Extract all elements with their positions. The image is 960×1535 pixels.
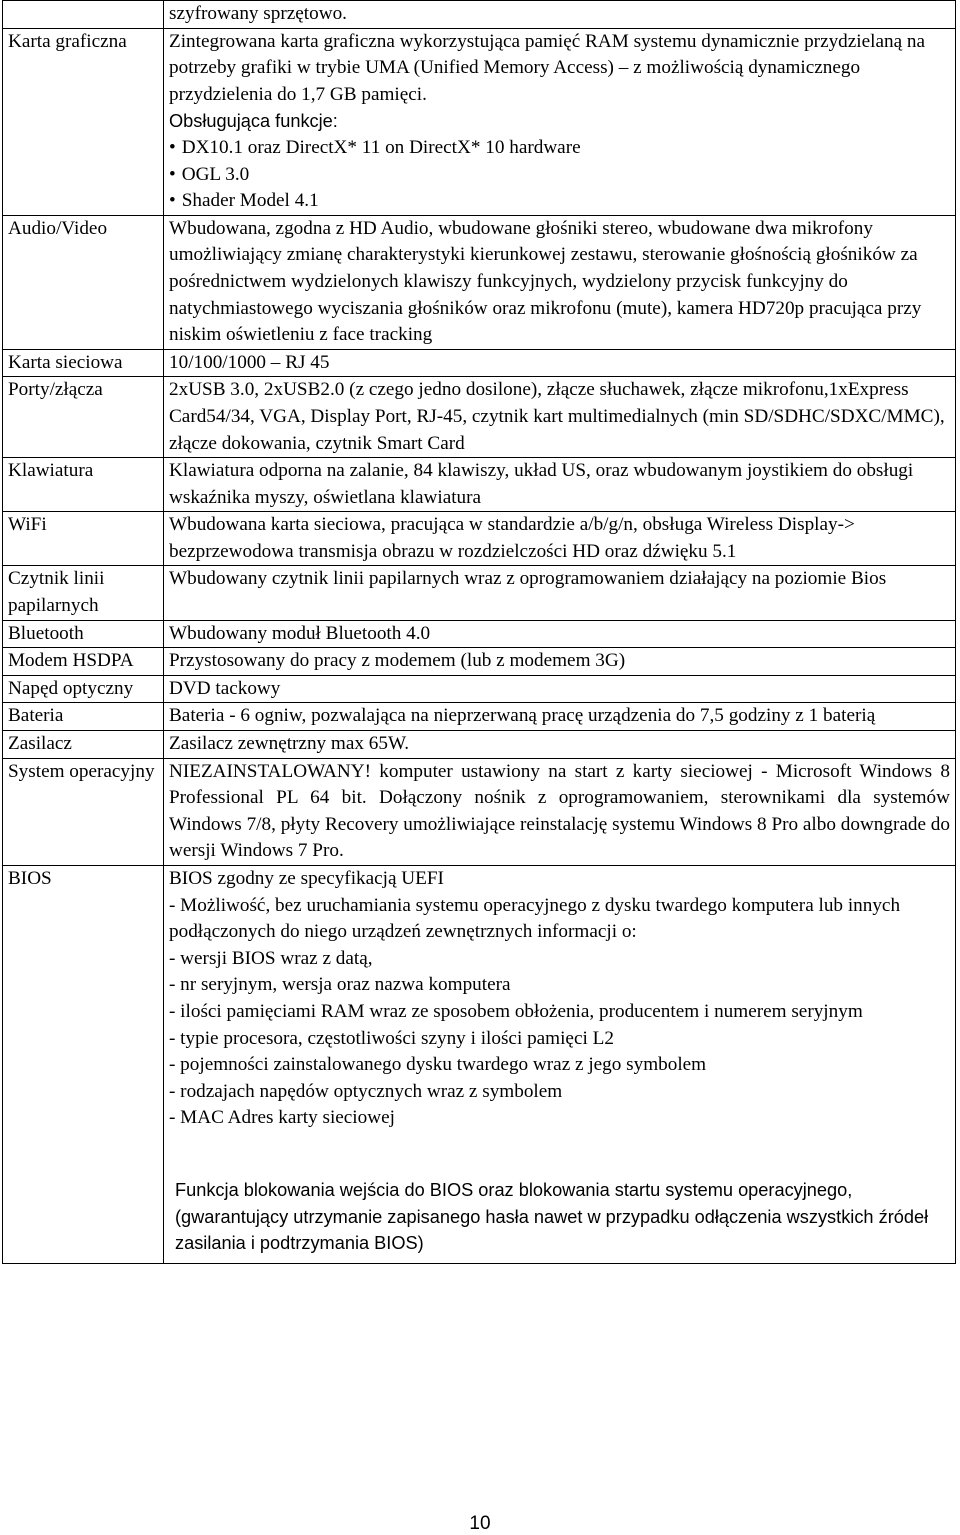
bios-info-line: - typie procesora, częstotliwości szyny i ilości pamięci L2 bbox=[169, 1027, 614, 1049]
spec-row-audio-video bbox=[3, 215, 956, 349]
spec-row-operating-system bbox=[3, 758, 956, 865]
row-label: WiFi bbox=[3, 512, 164, 566]
value-line: szyfrowany sprzętowo. bbox=[169, 3, 347, 24]
bios-info-line: - ilości pamięciami RAM wraz ze sposobem obłożenia, producentem i numerem seryjnym bbox=[169, 1000, 863, 1022]
row-value: Klawiatura odporna na zalanie, 84 klawiszy, układ US, oraz wbudowanym joystikiem do obsługi wskaźnika myszy, oświetlana klawiatura bbox=[164, 458, 956, 512]
spec-row-fingerprint-reader bbox=[3, 566, 956, 620]
bullet-item: • OGL 3.0 bbox=[169, 162, 950, 189]
bios-info-line: - nr seryjnym, wersja oraz nazwa komputera bbox=[169, 974, 511, 996]
row-value: Wbudowana karta sieciowa, pracująca w standardzie a/b/g/n, obsługa Wireless Display-> bezprzewodowa transmisja obrazu w rozdzielczości HD oraz dźwięku 5.1 bbox=[164, 512, 956, 566]
row-label: Napęd optyczny bbox=[3, 675, 164, 703]
row-value: Bateria - 6 ogniw, pozwalająca na nieprzerwaną pracę urządzenia do 7,5 godziny z 1 baterią bbox=[164, 703, 956, 731]
spec-row-bios bbox=[3, 866, 956, 1264]
row-label: Karta sieciowa bbox=[3, 349, 164, 377]
row-label: Bluetooth bbox=[3, 620, 164, 648]
spec-row-battery bbox=[3, 703, 956, 731]
row-label: Modem HSDPA bbox=[3, 648, 164, 676]
bios-info-line: - wersji BIOS wraz z datą, bbox=[169, 947, 373, 969]
row-value: Wbudowana, zgodna z HD Audio, wbudowane głośniki stereo, wbudowane dwa mikrofony umożliwiający zmianę charakterystyki kierunkowej zestawu, sterowanie głośnością głośników za pośrednictwem wydzielonych klawiszy funkcyjnych, wydzielony przycisk funkcyjny do natychmiastowego wyciszania głośników oraz mikrofonu (mute), kamera HD720p pracująca przy niskim oświetleniu z face tracking bbox=[164, 215, 956, 349]
row-label: Zasilacz bbox=[3, 731, 164, 759]
row-label: Karta graficzna bbox=[3, 28, 164, 215]
row-value: Zasilacz zewnętrzny max 65W. bbox=[164, 731, 956, 759]
bios-info-line: - pojemności zainstalowanego dysku twardego wraz z jego symbolem bbox=[169, 1054, 707, 1076]
row-label: Bateria bbox=[3, 703, 164, 731]
value-line: Zintegrowana karta graficzna wykorzystująca pamięć RAM systemu dynamicznie przydzielaną na potrzeby grafiki w trybie UMA (Unified Memory Access) – z możliwością dynamicznego przydzielenia do 1,7 GB pamięci. bbox=[169, 30, 925, 105]
row-label bbox=[3, 1, 164, 29]
bios-title: BIOS zgodny ze specyfikacją UEFI bbox=[169, 868, 444, 889]
row-label: Klawiatura bbox=[3, 458, 164, 512]
spec-row-optical-drive bbox=[3, 675, 956, 703]
row-value: NIEZAINSTALOWANY! komputer ustawiony na start z karty sieciowej - Microsoft Windows 8 Professional PL 64 bit. Dołączony nośnik z oprogramowaniem, sterownikami dla systemów Windows 7/8, płyty Recovery umożliwiające reinstalację systemu Windows 8 Pro albo downgrade do wersji Windows 7 Pro. bbox=[164, 758, 956, 865]
value-line: Obsługująca funkcje: bbox=[169, 111, 338, 132]
specification-table bbox=[2, 0, 956, 1264]
spec-row-ports bbox=[3, 377, 956, 458]
spec-row-keyboard bbox=[3, 458, 956, 512]
spec-row-modem bbox=[3, 648, 956, 676]
spec-row-graphics bbox=[3, 28, 956, 215]
row-value bbox=[164, 1, 956, 29]
bios-info-line: - MAC Adres karty sieciowej bbox=[169, 1107, 395, 1129]
spec-row-bluetooth bbox=[3, 620, 956, 648]
spec-row-power-supply bbox=[3, 731, 956, 759]
row-label: Czytnik linii papilarnych bbox=[3, 566, 164, 620]
spec-row-encryption bbox=[3, 1, 956, 29]
row-label: BIOS bbox=[3, 866, 164, 1264]
row-value: Wbudowany czytnik linii papilarnych wraz z oprogramowaniem działający na poziomie Bios bbox=[164, 566, 956, 620]
bullet-item: • Shader Model 4.1 bbox=[169, 188, 950, 215]
page-number: 10 bbox=[469, 1513, 491, 1534]
row-value: Przystosowany do pracy z modemem (lub z modemem 3G) bbox=[164, 648, 956, 676]
row-value: 2xUSB 3.0, 2xUSB2.0 (z czego jedno dosilone), złącze słuchawek, złącze mikrofonu,1xExpress Card54/34, VGA, Display Port, RJ-45, czytnik kart multimedialnych (min SD/SDHC/SDXC/MMC), złącze dokowania, czytnik Smart Card bbox=[164, 377, 956, 458]
row-value: DVD tackowy bbox=[164, 675, 956, 703]
bullet-item: • DX10.1 oraz DirectX* 11 on DirectX* 10 hardware bbox=[169, 135, 950, 162]
row-label: Porty/złącza bbox=[3, 377, 164, 458]
row-value bbox=[164, 28, 956, 215]
spec-row-wifi bbox=[3, 512, 956, 566]
bios-lock-note: Funkcja blokowania wejścia do BIOS oraz blokowania startu systemu operacyjnego, (gwarantujący utrzymanie zapisanego hasła nawet w przypadku odłączenia wszystkich źródeł zasilania i podtrzymania BIOS) bbox=[175, 1179, 929, 1254]
row-label: Audio/Video bbox=[3, 215, 164, 349]
row-value bbox=[164, 866, 956, 1264]
row-value: 10/100/1000 – RJ 45 bbox=[164, 349, 956, 377]
row-value: Wbudowany moduł Bluetooth 4.0 bbox=[164, 620, 956, 648]
spec-row-network-card bbox=[3, 349, 956, 377]
row-label: System operacyjny bbox=[3, 758, 164, 865]
bios-info-line: - Możliwość, bez uruchamiania systemu operacyjnego z dysku twardego komputera lub innych podłączonych do niego urządzeń zewnętrznych informacji o: bbox=[169, 894, 901, 943]
bios-info-line: - rodzajach napędów optycznych wraz z symbolem bbox=[169, 1080, 563, 1102]
